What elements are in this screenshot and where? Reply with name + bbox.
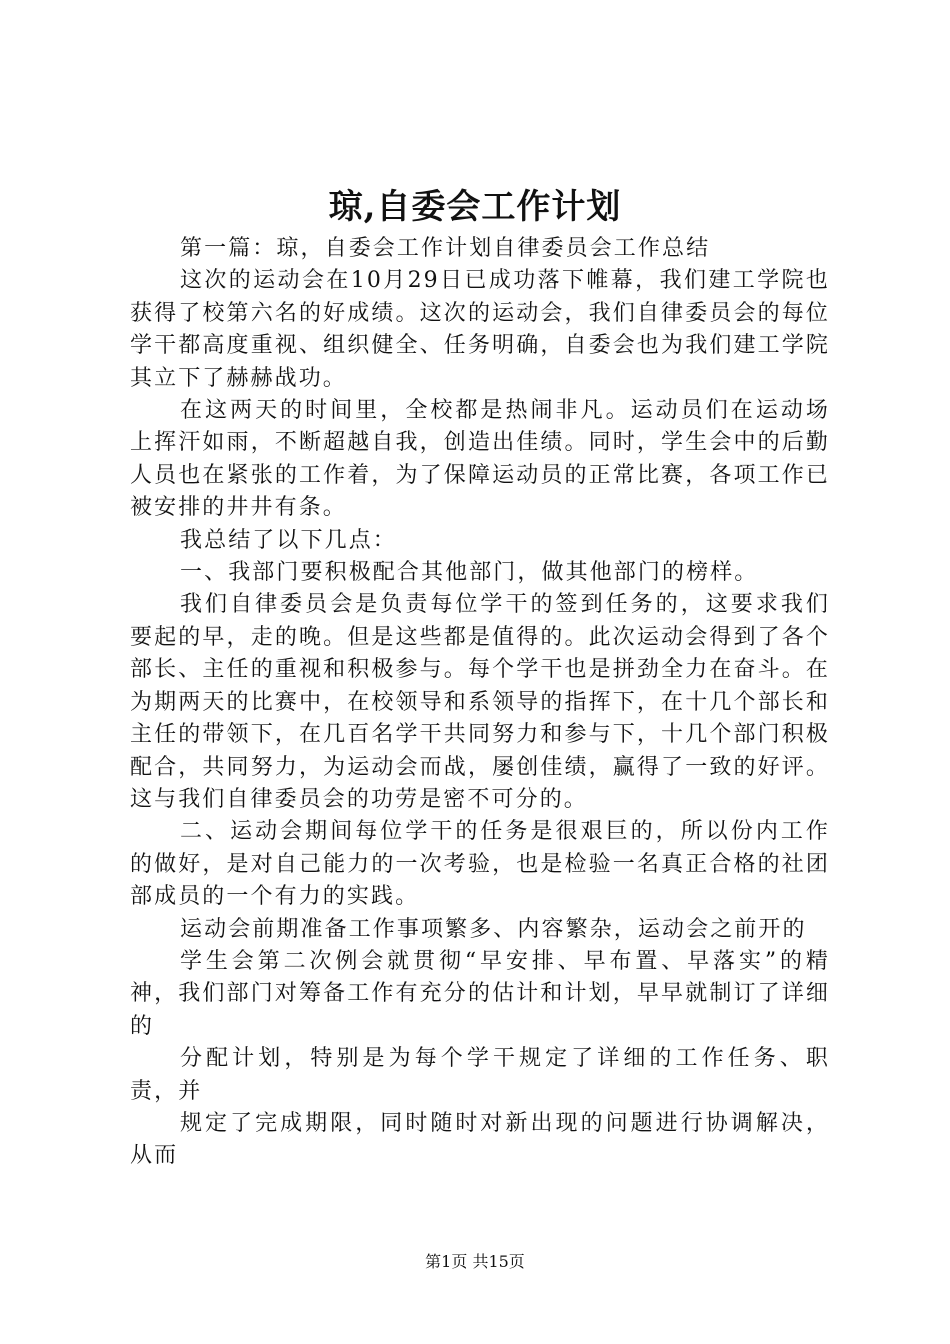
paragraph: 这次的运动会在10月29日已成功落下帷幕，我们建工学院也获得了校第六名的好成绩。这次的运动会，我们自律委员会的每位学干都高度重视、组织健全、任务明确，自委会也为我们建工学院其立下了赫赫战功。 (130, 268, 830, 391)
paragraph: 分配计划，特别是为每个学干规定了详细的工作任务、职责，并 (130, 1046, 830, 1104)
page-footer: 第1页 共15页 (425, 1252, 525, 1271)
paragraph: 运动会前期准备工作事项繁多、内容繁杂，运动会之前开的 (180, 916, 807, 942)
paragraph: 一、我部门要积极配合其他部门，做其他部门的榜样。 (180, 560, 759, 586)
paragraph-heading: 第一篇：琼，自委会工作计划自律委员会工作总结 (180, 236, 711, 261)
paragraph: 二、运动会期间每位学干的任务是很艰巨的，所以份内工作的做好，是对自己能力的一次考验，也是检验一名真正合格的社团部成员的一个有力的实践。 (130, 819, 830, 910)
document-title: 琼,自委会工作计划 (328, 187, 622, 227)
paragraph: 我们自律委员会是负责每位学干的签到任务的，这要求我们要起的早，走的晚。但是这些都是值得的。此次运动会得到了各个部长、主任的重视和积极参与。每个学干也是拼劲全力在奋斗。在为期两天的比赛中，在校领导和系领导的指挥下，在十几个部长和主任的带领下，在几百名学干共同努力和参与下，十几个部门积极配合，共同努力，为运动会而战，屡创佳绩，赢得了一致的好评。这与我们自律委员会的功劳是密不可分的。 (130, 592, 830, 812)
paragraph: 学生会第二次例会就贯彻“早安排、早布置、早落实”的精神，我们部门对筹备工作有充分的估计和计划，早早就制订了详细的 (130, 948, 830, 1039)
paragraph: 在这两天的时间里，全校都是热闹非凡。运动员们在运动场上挥汗如雨，不断超越自我，创造出佳绩。同时，学生会中的后勤人员也在紧张的工作着，为了保障运动员的正常比赛，各项工作已被安排的井井有条。 (130, 398, 830, 521)
paragraph: 我总结了以下几点： (180, 527, 397, 553)
paragraph: 规定了完成期限，同时随时对新出现的问题进行协调解决，从而 (130, 1110, 830, 1169)
document-body (130, 233, 830, 1173)
